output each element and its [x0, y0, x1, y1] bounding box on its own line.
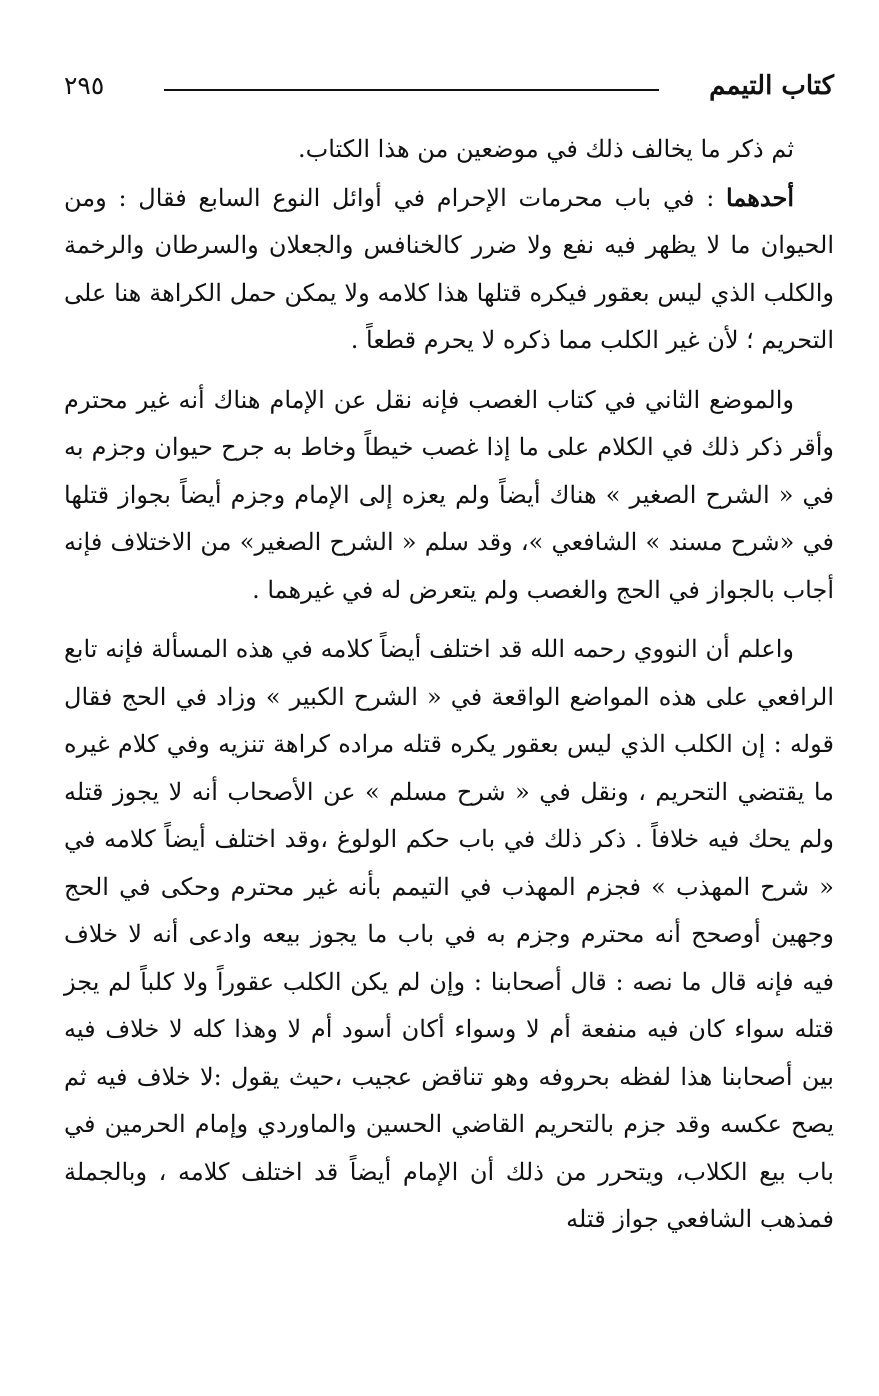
paragraph-text: واعلم أن النووي رحمه الله قد اختلف أيضاً كلامه في هذه المسألة فإنه تابع الرافعي على هذه المواضع الواقعة في « الشرح الكبير » وزاد في الحج فقال قوله : إن الكلب الذي ليس بعقور يكره قتله مراده كراهة تنزيه وفي كلام غيره ما يقتضي التحريم ، ونقل في « شرح مسلم » عن الأصحاب أنه لا يجوز قتله ولم يحك فيه خلافاً . ذكر ذلك في باب حكم الولوغ ،وقد اختلف أيضاً كلامه في « شرح المهذب » فجزم المهذب في التيمم بأنه غير محترم وحكى في الحج وجهين أوصحح أنه محترم وجزم به في باب ما يجوز بيعه وادعى أنه لا خلاف فيه فإنه قال ما نصه : قال أصحابنا : وإن لم يكن الكلب عقوراً ولا كلباً لم يجز قتله سواء كان فيه منفعة أم لا وسواء أكان أسود أم لا وهذا كله لا خلاف فيه بين أصحابنا هذا لفظه بحروفه وهو تناقض عجيب ،حيث يقول :لا خلاف فيه ثم يصح عكسه وقد جزم بالتحريم القاضي الحسين والماوردي وإمام الحرمين في باب بيع الكلاب، ويتحرر من ذلك أن الإمام أيضاً قد اختلف كلامه ، وبالجملة فمذهب الشافعي جواز قتله	[64, 635, 834, 1233]
book-page	[64, 60, 834, 1244]
paragraph	[64, 126, 834, 174]
paragraph	[64, 377, 834, 615]
page-number: ٢٩٥	[64, 71, 105, 100]
paragraph-text: ثم ذكر ما يخالف ذلك في موضعين من هذا الكتاب.	[298, 135, 794, 163]
running-header	[64, 60, 834, 112]
paragraph-text: : في باب محرمات الإحرام في أوائل النوع السابع فقال : ومن الحيوان ما لا يظهر فيه نفع ولا ضرر كالخنافس والجعلان والسرطان والرخمة والكلب الذي ليس بعقور فيكره قتلها هذا كلامه ولا يمكن حمل الكراهة هنا على التحريم ؛ لأن غير الكلب مما ذكره لا يحرم قطعاً .	[64, 183, 835, 354]
paragraph	[64, 626, 834, 1244]
paragraph	[64, 174, 834, 365]
running-title: كتاب التيمم	[709, 71, 834, 101]
header-rule	[164, 89, 659, 91]
paragraph-text: والموضع الثاني في كتاب الغصب فإنه نقل عن الإمام هناك أنه غير محترم وأقر ذكر ذلك في الكلام على ما إذا غصب خيطاً وخاط به جرح حيوان وجزم به في « الشرح الصغير » هناك أيضاً ولم يعزه إلى الإمام وجزم أيضاً بجواز قتلها في «شرح مسند » الشافعي »، وقد سلم « الشرح الصغير» من الاختلاف فإنه أجاب بالجواز في الحج والغصب ولم يتعرض له في غيرهما .	[64, 385, 834, 604]
body-text	[64, 126, 834, 1244]
paragraph-lead: أحدهما	[726, 182, 794, 212]
